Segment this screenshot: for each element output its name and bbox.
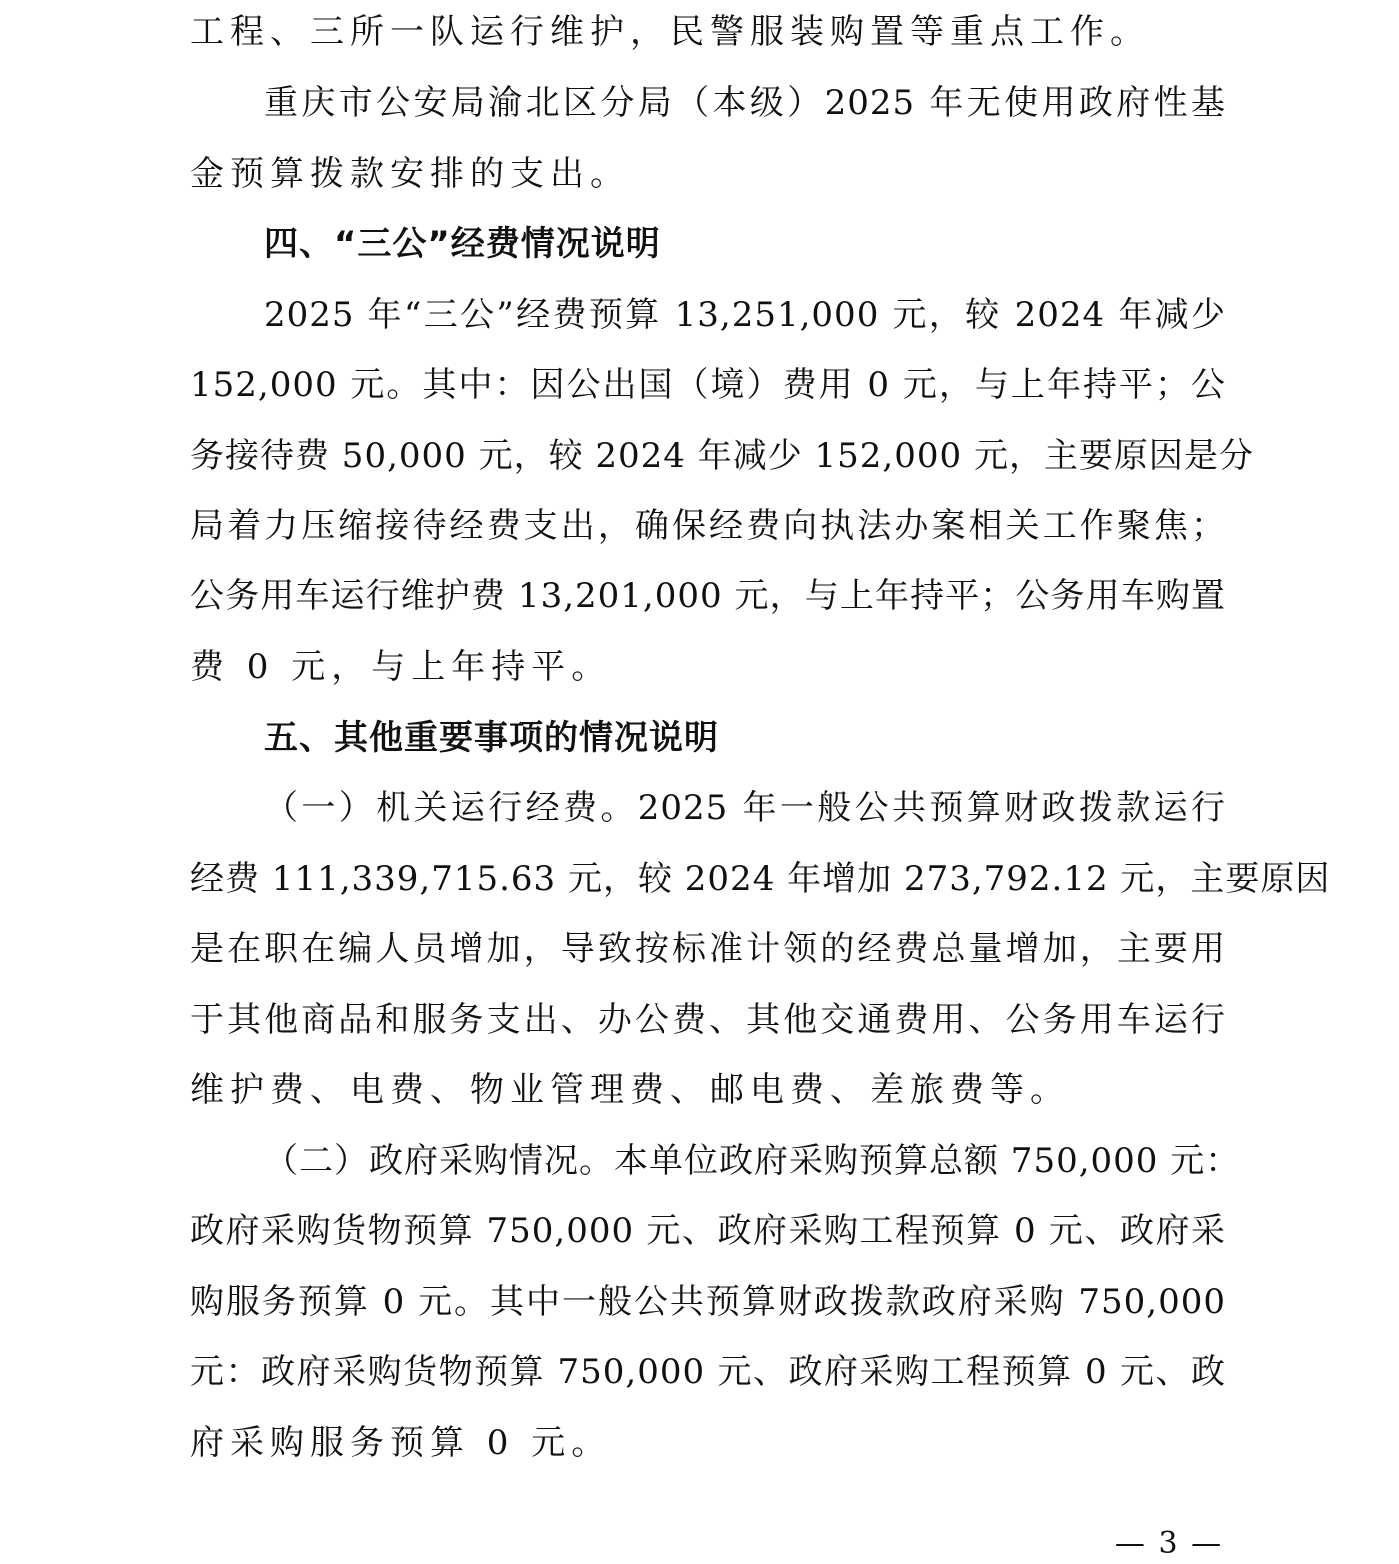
text-line: 务接待费 50,000 元，较 2024 年减少 152,000 元，主要原因是分 [190,436,1254,476]
text-line: 局着力压缩接待经费支出，确保经费向执法办案相关工作聚焦； [190,506,1226,546]
text-line: 府采购服务预算 0 元。 [190,1423,612,1463]
text-line: 维护费、电费、物业管理费、邮电费、差旅费等。 [190,1070,1070,1110]
text-line: （一）机关运行经费。2025 年一般公共预算财政拨款运行 [264,788,1226,828]
text-line: 经费 111,339,715.63 元，较 2024 年增加 273,792.12 元，主要原因 [190,859,1331,899]
text-line: 重庆市公安局渝北区分局（本级）2025 年无使用政府性基 [264,83,1226,123]
text-line: 公务用车运行维护费 13,201,000 元，与上年持平；公务用车购置 [190,576,1226,616]
page-number: — 3 — [1114,1526,1224,1561]
text-line: 购服务预算 0 元。其中一般公共预算财政拨款政府采购 750,000 [190,1282,1226,1322]
text-line: （二）政府采购情况。本单位政府采购预算总额 750,000 元： [264,1141,1241,1181]
text-line: 工程、三所一队运行维护，民警服装购置等重点工作。 [190,12,1150,52]
text-line: 是在职在编人员增加，导致按标准计领的经费总量增加，主要用 [190,929,1226,969]
section-heading: 四、“三公”经费情况说明 [264,224,661,264]
text-line: 费 0 元，与上年持平。 [190,647,612,687]
text-line: 于其他商品和服务支出、办公费、其他交通费用、公务用车运行 [190,1000,1226,1040]
text-line: 金预算拨款安排的支出。 [190,154,630,194]
text-line: 152,000 元。其中：因公出国（境）费用 0 元，与上年持平；公 [190,365,1226,405]
text-line: 元：政府采购货物预算 750,000 元、政府采购工程预算 0 元、政 [190,1352,1226,1392]
text-line: 政府采购货物预算 750,000 元、政府采购工程预算 0 元、政府采 [190,1211,1226,1251]
text-line: 2025 年“三公”经费预算 13,251,000 元，较 2024 年减少 [264,295,1226,335]
section-heading: 五、其他重要事项的情况说明 [264,718,719,758]
